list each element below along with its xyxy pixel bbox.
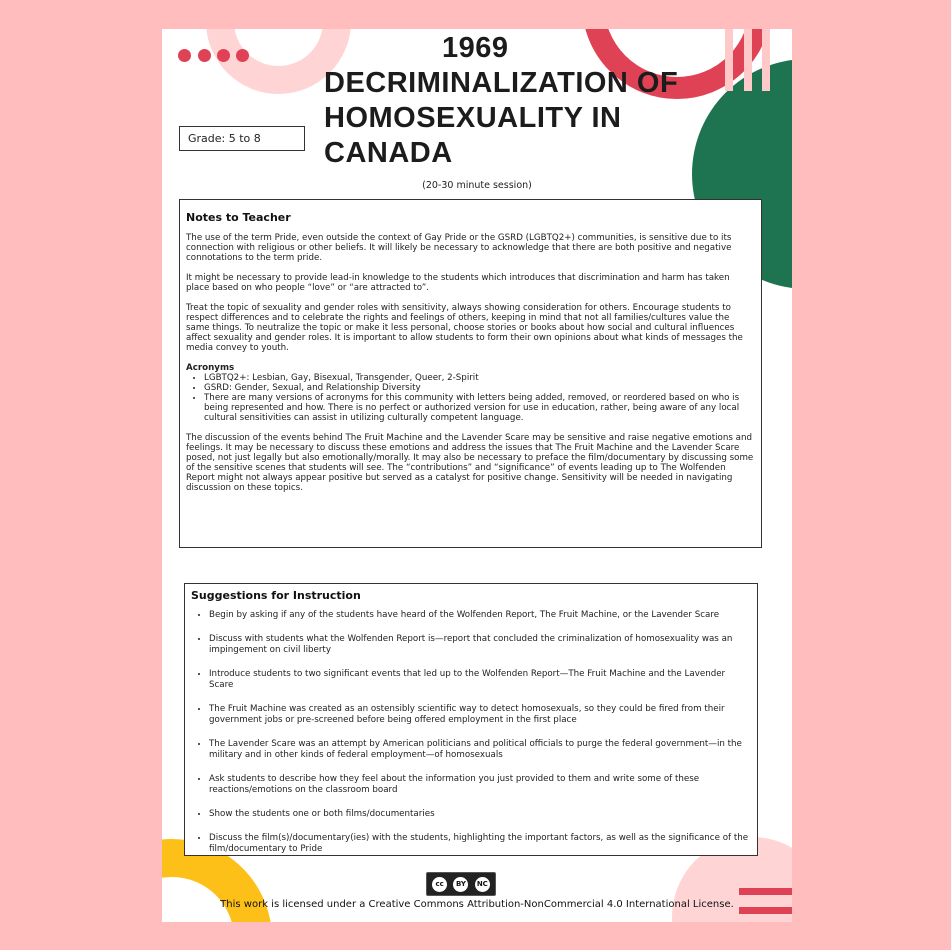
suggestion-item: • Introduce students to two significant events that led up to the Wolfenden Report—The Fruit Machine and the Lavender Scare <box>209 669 749 691</box>
acronym-item: • GSRD: Gender, Sexual, and Relationship Diversity <box>204 383 755 393</box>
acronyms-list <box>186 373 755 423</box>
worksheet-page <box>162 29 792 922</box>
nc-icon: NC <box>475 877 490 892</box>
decorative-stripe <box>744 29 752 91</box>
acronym-item: • There are many versions of acronyms for this community with letters being added, removed, or reordered based on who is being represented and how. There is no perfect or authorized version for use in education, rather, being aware of any local cultural sensitivities can assist in utilizing culturally competent language. <box>204 393 755 423</box>
title-line: DECRIMINALIZATION OF <box>324 67 679 99</box>
page-title <box>324 31 704 171</box>
notes-to-teacher-box <box>179 199 762 548</box>
suggestions-list <box>191 610 749 855</box>
title-line: HOMOSEXUALITY IN <box>324 102 622 134</box>
by-icon: BY <box>453 877 468 892</box>
acronym-item: • LGBTQ2+: Lesbian, Gay, Bisexual, Transgender, Queer, 2-Spirit <box>204 373 755 383</box>
suggestion-item: • Show the students one or both films/documentaries <box>209 809 749 820</box>
notes-paragraph: Treat the topic of sexuality and gender roles with sensitivity, always showing consideration for others. Encourage students to respect differences and to celebrate the rights and feelings of others, keeping in mind that not all families/cultures value the same things. To neutralize the topic or make it less personal, choose stories or books about how social and cultural influences affect sexuality and gender roles. It is important to allow students to form their own opinions about what kinds of messages the media convey to youth. <box>186 303 743 353</box>
decorative-dot <box>178 49 191 62</box>
decorative-dot <box>236 49 249 62</box>
decorative-stripe <box>762 29 770 91</box>
suggestion-item: • Ask students to describe how they feel about the information you just provided to them and write some of these reactions/emotions on the classroom board <box>209 774 749 796</box>
notes-heading: Notes to Teacher <box>186 211 291 224</box>
license-text: This work is licensed under a Creative Commons Attribution-NonCommercial 4.0 International License. <box>220 899 734 910</box>
suggestion-item: • The Fruit Machine was created as an ostensibly scientific way to detect homosexuals, so they could be fired from their government jobs or pre-screened before being offered employment in the first place <box>209 704 749 726</box>
decorative-dot <box>217 49 230 62</box>
grade-label: Grade: 5 to 8 <box>179 126 305 151</box>
decorative-stripe <box>739 888 792 895</box>
acronyms-heading: Acronyms <box>186 363 235 373</box>
suggestion-item: • Begin by asking if any of the students have heard of the Wolfenden Report, The Fruit Machine, or the Lavender Scare <box>209 610 749 621</box>
title-line: CANADA <box>324 137 453 169</box>
decorative-stripe <box>725 29 733 91</box>
suggestions-heading: Suggestions for Instruction <box>191 589 361 602</box>
notes-paragraph: The use of the term Pride, even outside the context of Gay Pride or the GSRD (LGBTQ2+) communities, is sensitive due to its connection with religious or other beliefs. It will likely be necessary to acknowledge that there are both positive and negative connotations to the term pride. <box>186 233 732 263</box>
suggestion-item: • Discuss the film(s)/documentary(ies) with the students, highlighting the important factors, as well as the significance of the film/documentary to Pride <box>209 833 749 855</box>
notes-paragraph: It might be necessary to provide lead-in knowledge to the students which introduces that discrimination and harm has taken place based on who people “love” or “are attracted to”. <box>186 273 730 293</box>
decorative-dot <box>198 49 211 62</box>
creative-commons-badge[interactable] <box>426 872 496 896</box>
suggestion-item: • Discuss with students what the Wolfenden Report is—report that concluded the criminalization of homosexuality was an impingement on civil liberty <box>209 634 749 656</box>
notes-closing: The discussion of the events behind The Fruit Machine and the Lavender Scare may be sensitive and raise negative emotions and feelings. It may be necessary to discuss these emotions and address the issues that The Fruit Machine and the Lavender Scare posed, not just legally but also emotionally/morally. It may also be necessary to preface the film/documentary by discussing some of the sensitive scenes that students will see. The “contributions” and “significance” of events leading up to The Wolfenden Report might not always appear positive but served as a catalyst for positive change. Sensitivity will be needed in navigating discussion on these topics. <box>186 433 754 493</box>
cc-icon: cc <box>432 877 447 892</box>
title-year: 1969 <box>442 32 509 64</box>
suggestion-item: • The Lavender Scare was an attempt by American politicians and political officials to purge the federal government—in the military and in other kinds of federal employment—of homosexuals <box>209 739 749 761</box>
session-duration: (20-30 minute session) <box>422 180 532 191</box>
suggestions-box <box>184 583 758 856</box>
